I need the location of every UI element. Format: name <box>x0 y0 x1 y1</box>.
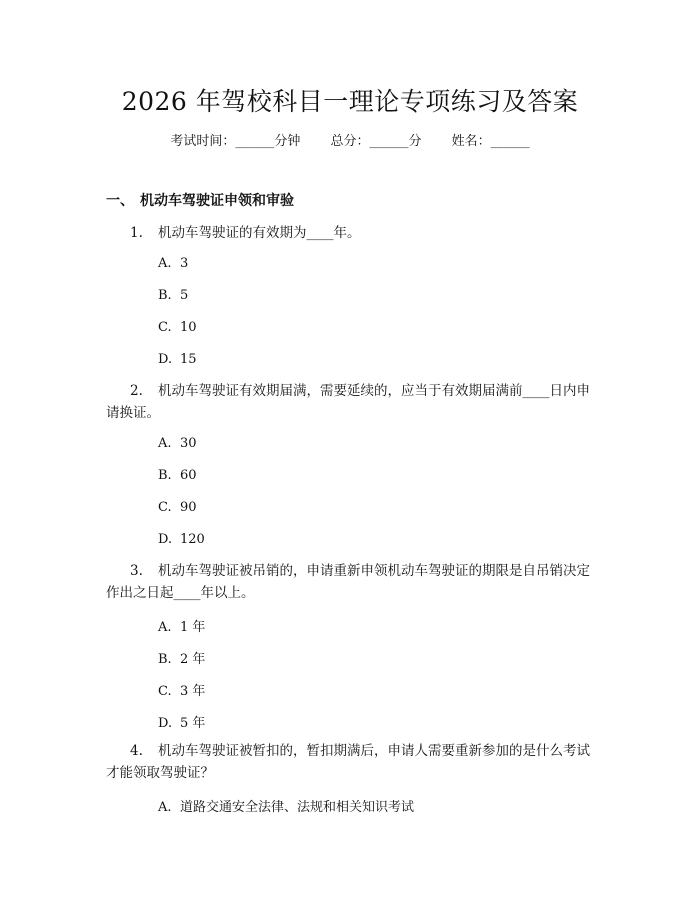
option-d <box>158 352 197 367</box>
section-number: 一、 <box>106 193 134 209</box>
option-text: 15 <box>180 352 197 367</box>
option-a <box>158 796 414 815</box>
option-b <box>158 288 188 303</box>
option-b <box>158 468 197 483</box>
page-title: 2026 年驾校科目一理论专项练习及答案 <box>121 87 579 116</box>
option-key: A. <box>158 620 172 635</box>
option-d <box>158 712 205 731</box>
option-c <box>158 680 205 699</box>
option-key: B. <box>158 652 172 667</box>
question-number: 2. <box>130 383 143 399</box>
total-score-field: 总分：______分 <box>330 134 422 149</box>
option-text: 30 <box>180 436 197 451</box>
student-name-field: 姓名：______ <box>451 134 530 149</box>
option-key: A. <box>158 800 172 815</box>
option-key: C. <box>158 320 172 335</box>
question-number: 3. <box>130 563 143 579</box>
question-text: 机动车驾驶证的有效期为____年。 <box>158 225 361 241</box>
option-a <box>158 256 188 271</box>
option-key: D. <box>158 352 173 367</box>
option-c <box>158 500 197 515</box>
question-4 <box>106 740 601 784</box>
question-text: 机动车驾驶证有效期届满，需要延续的，应当于有效期届满前____日内申请换证。 <box>106 383 590 421</box>
question-text: 机动车驾驶证被吊销的，申请重新申领机动车驾驶证的期限是自吊销决定作出之日起____年以上。 <box>106 563 590 601</box>
section-heading <box>106 190 294 210</box>
option-key: B. <box>158 288 172 303</box>
option-text: 10 <box>180 320 197 335</box>
question-number: 1. <box>130 225 143 241</box>
question-3 <box>106 560 601 604</box>
option-key: A. <box>158 436 172 451</box>
option-key: C. <box>158 500 172 515</box>
option-text: 5 年 <box>180 716 206 731</box>
option-a <box>158 436 197 451</box>
question-1 <box>106 222 601 244</box>
option-key: D. <box>158 716 173 731</box>
option-text: 120 <box>180 532 205 547</box>
option-text: 3 年 <box>180 684 206 699</box>
exam-info-line <box>0 130 700 149</box>
option-key: D. <box>158 532 173 547</box>
section-title: 机动车驾驶证申领和审验 <box>140 193 294 209</box>
option-b <box>158 648 205 667</box>
option-d <box>158 532 205 547</box>
option-key: B. <box>158 468 172 483</box>
option-key: A. <box>158 256 172 271</box>
option-text: 道路交通安全法律、法规和相关知识考试 <box>180 800 415 815</box>
option-text: 5 <box>180 288 189 303</box>
option-text: 60 <box>180 468 197 483</box>
option-key: C. <box>158 684 172 699</box>
question-text: 机动车驾驶证被暂扣的，暂扣期满后，申请人需要重新参加的是什么考试才能领取驾驶证？ <box>106 743 590 781</box>
option-text: 2 年 <box>180 652 206 667</box>
option-text: 90 <box>180 500 197 515</box>
option-text: 1 年 <box>180 620 206 635</box>
option-c <box>158 320 197 335</box>
option-text: 3 <box>180 256 189 271</box>
question-number: 4. <box>130 743 143 759</box>
option-a <box>158 616 205 635</box>
exam-time-field: 考试时间：______分钟 <box>170 134 301 149</box>
question-2 <box>106 380 601 424</box>
